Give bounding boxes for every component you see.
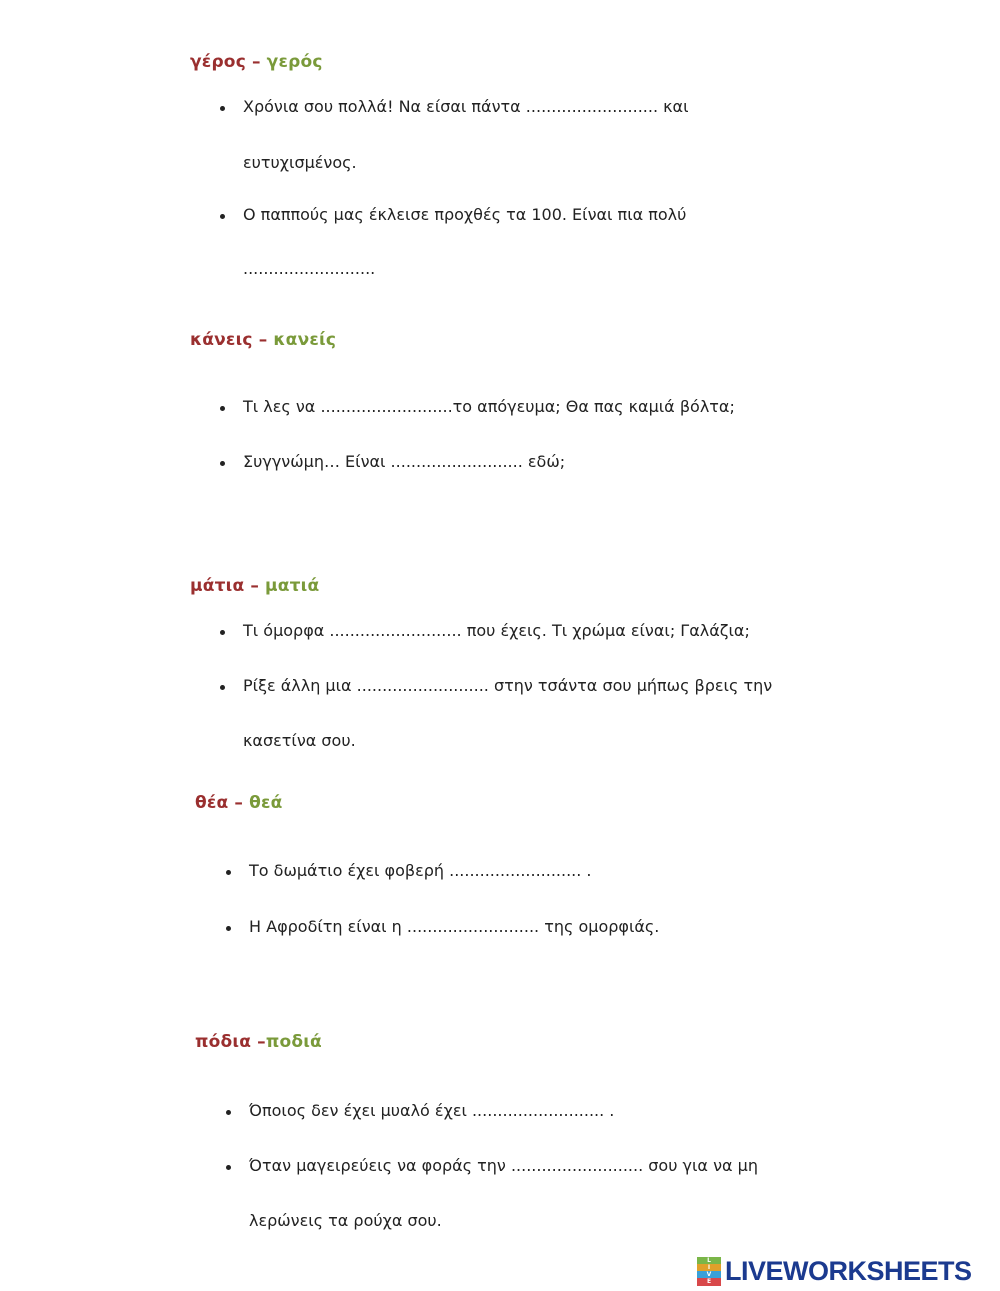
word-pair-separator: – [258,330,268,350]
liveworksheets-logo-icon [697,1257,721,1285]
sentence-line: κασετίνα σου. [243,731,356,750]
bullet-icon [220,214,225,219]
logo-icon-letter: V [697,1271,721,1279]
word-pair-second: θεά [249,793,283,813]
liveworksheets-logo-text: LIVEWORKSHEETS [725,1256,972,1286]
word-pair-separator: – [234,793,244,813]
bullet-icon [220,461,225,466]
word-pair-first: μάτια [190,576,245,596]
word-pair-separator: – [257,1032,266,1052]
sentence-line: Τι λες να ..........................το απόγευμα; Θα πας καμιά βόλτα; [243,397,735,416]
sentence-line: .......................... [243,259,376,278]
bullet-icon [226,1165,231,1170]
word-pair-second: κανείς [273,330,337,350]
bullet-icon [220,406,225,411]
sentence-line: Ρίξε άλλη μια .......................... στην τσάντα σου μήπως βρεις την [243,676,773,695]
section-heading [190,52,323,72]
sentence-line: Όταν μαγειρεύεις να φοράς την .......................... σου για να μη [249,1156,758,1175]
logo-icon-letter: E [697,1278,721,1286]
word-pair-second: γερός [266,52,323,72]
bullet-icon [220,630,225,635]
section-heading [190,576,319,596]
word-pair-first: πόδια [195,1032,252,1052]
sentence-line: Συγγνώμη… Είναι .......................... εδώ; [243,452,566,471]
sentence-line: Ο παππούς μας έκλεισε προχθές τα 100. Είναι πια πολύ [243,205,687,224]
sentence-line: Όποιος δεν έχει μυαλό έχει .......................... . [249,1101,615,1120]
sentence-line: Το δωμάτιο έχει φοβερή .......................... . [249,861,592,880]
section-heading [190,330,336,350]
word-pair-first: θέα [195,793,229,813]
word-pair-second: ματιά [265,576,320,596]
bullet-icon [226,926,231,931]
bullet-icon [220,685,225,690]
section-heading [195,793,283,813]
sentence-line: ευτυχισμένος. [243,153,357,172]
sentence-line: Η Αφροδίτη είναι η .......................... της ομορφιάς. [249,917,660,936]
bullet-icon [226,1110,231,1115]
word-pair-second: ποδιά [265,1032,322,1052]
bullet-icon [226,870,231,875]
liveworksheets-logo[interactable] [697,1255,993,1287]
sentence-line: Τι όμορφα .......................... που έχεις. Τι χρώμα είναι; Γαλάζια; [243,621,750,640]
bullet-icon [220,106,225,111]
sentence-line: Χρόνια σου πολλά! Να είσαι πάντα .......................... και [243,97,689,116]
sentence-line: λερώνεις τα ρούχα σου. [249,1211,442,1230]
logo-icon-letter: L [697,1257,721,1265]
word-pair-separator: – [251,52,261,72]
word-pair-first: γέρος [190,52,246,72]
word-pair-separator: – [250,576,260,596]
section-heading [195,1032,322,1052]
logo-icon-letter: I [697,1264,721,1272]
word-pair-first: κάνεις [190,330,253,350]
